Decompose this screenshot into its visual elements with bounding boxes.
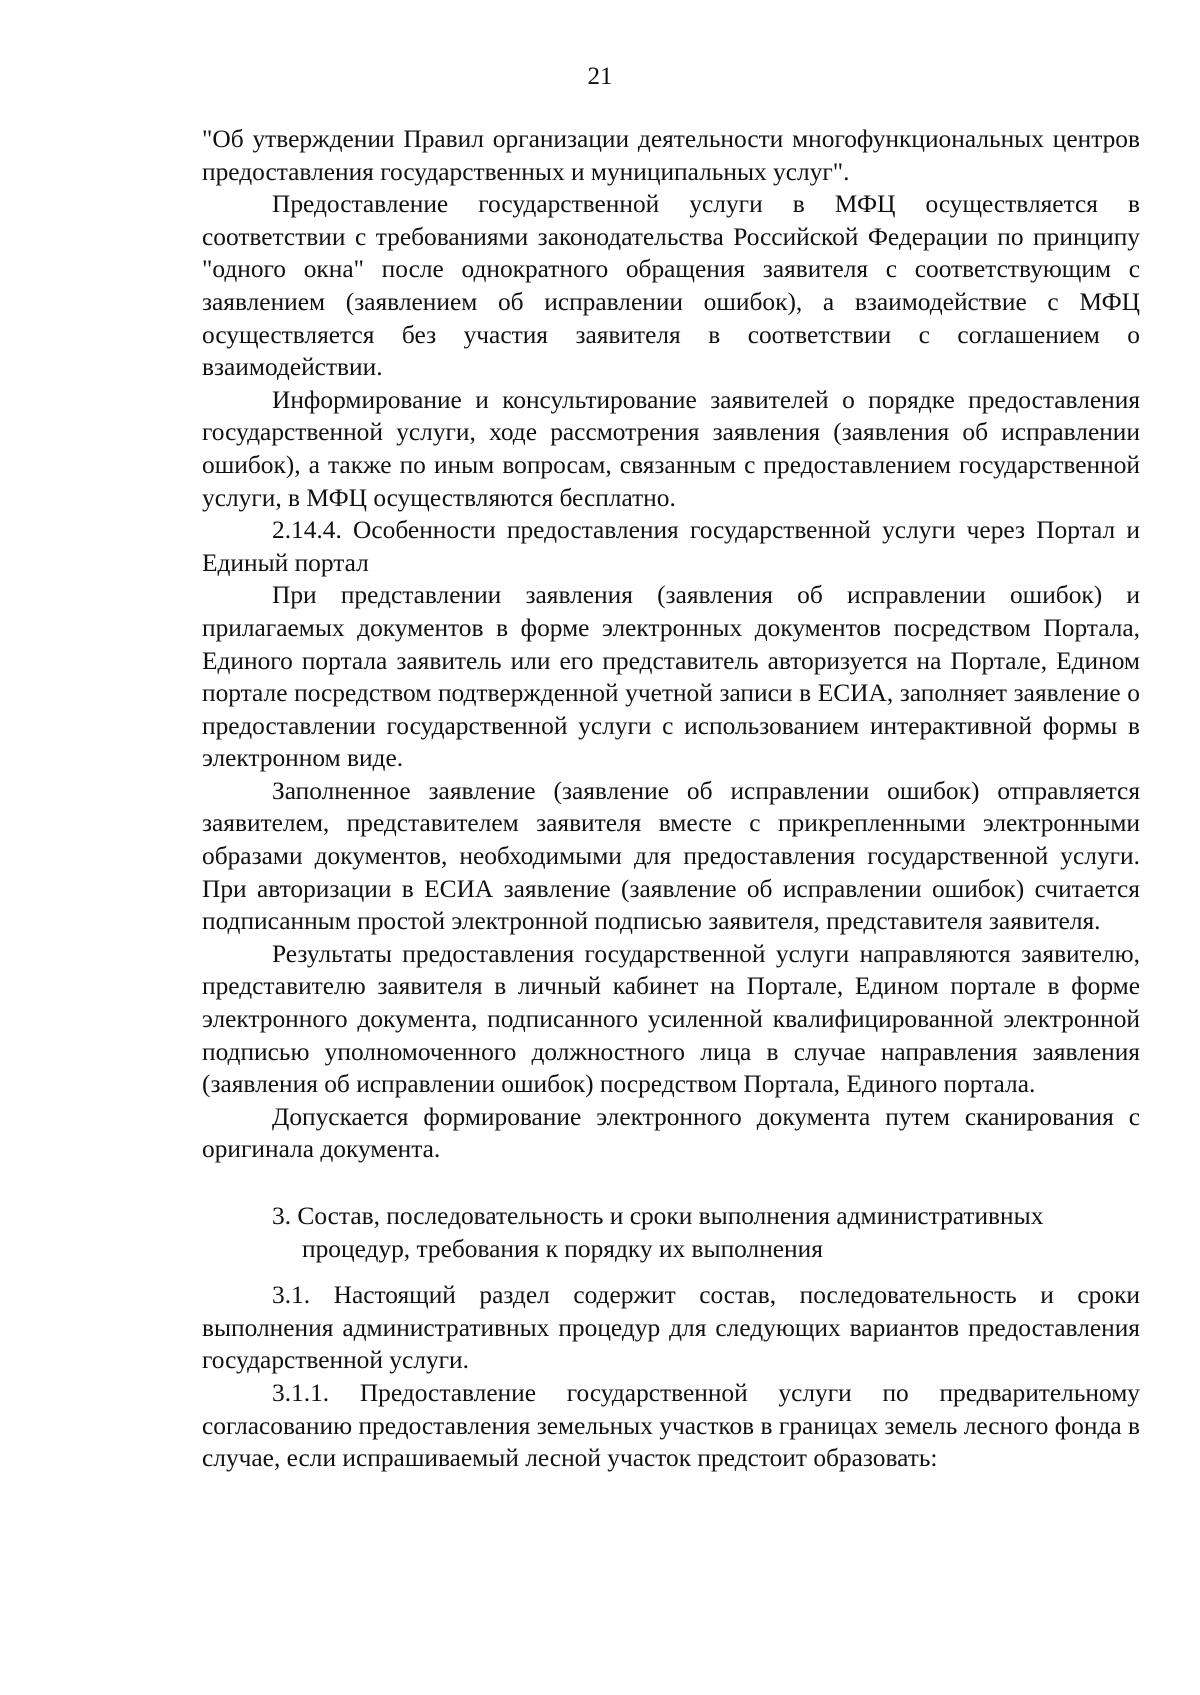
paragraph-scanning-allowed: Допускается формирование электронного документа путем сканирования с оригинала документа. — [202, 1102, 1140, 1164]
paragraph-section-3-1-1: 3.1.1. Предоставление государственной услуги по предварительному согласованию предоставления земельных участков в границах земель лесного фонда в случае, если испрашиваемый лесной участок предстоит образовать: — [202, 1378, 1140, 1473]
document-body — [202, 123, 1140, 1475]
page-number: 21 — [587, 63, 613, 90]
paragraph-section-2-14-4: 2.14.4. Особенности предоставления государственной услуги через Портал и Единый портал — [202, 516, 1140, 577]
paragraph-section-3-1: 3.1. Настоящий раздел содержит состав, последовательность и сроки выполнения административных процедур для следующих вариантов предоставления государственной услуги. — [202, 1281, 1140, 1375]
section-3-heading-line2: процедур, требования к порядку их выполнения — [302, 1234, 823, 1263]
paragraph-portal-authorization: При представлении заявления (заявления об исправлении ошибок) и прилагаемых документов в форме электронных документов посредством Портала, Единого портала заявитель или его представитель авторизуется на Портале, Едином портале посредством подтвержденной учетной записи в ЕСИА, заполняет заявление о предоставлении государственной услуги с использованием интерактивной формы в электронном виде. — [202, 581, 1140, 773]
section-3-heading — [202, 1200, 1140, 1265]
paragraph-filled-application: Заполненное заявление (заявление об исправлении ошибок) отправляется заявителем, представителем заявителя вместе с прикрепленными электронными образами документов, необходимыми для предоставления государственной услуги. При авторизации в ЕСИА заявление (заявление об исправлении ошибок) считается подписанным простой электронной подписью заявителя, представителя заявителя. — [202, 776, 1140, 936]
paragraph-service-results: Результаты предоставления государственной услуги направляются заявителю, представителю заявителя в личный кабинет на Портале, Едином портале в форме электронного документа, подписанного усиленной квалифицированной электронной подписью уполномоченного должностного лица в случае направления заявления (заявления об исправлении ошибок) посредством Портала, Единого портала. — [202, 939, 1140, 1099]
paragraph-mfc-informing: Информирование и консультирование заявителей о порядке предоставления государственной услуги, ходе рассмотрения заявления (заявления об исправлении ошибок), а также по иным вопросам, связанным с предоставлением государственной услуги, в МФЦ осуществляются бесплатно. — [202, 385, 1140, 512]
paragraph-mfc-one-window: Предоставление государственной услуги в МФЦ осуществляется в соответствии с требованиями законодательства Российской Федерации по принципу "одного окна" после однократного обращения заявителя с соответствующим с заявлением (заявлением об исправлении ошибок), а взаимодействие с МФЦ осуществляется без участия заявителя в соответствии с соглашением о взаимодействии. — [202, 190, 1140, 382]
paragraph-law-title-continuation: "Об утверждении Правил организации деятельности многофункциональных центров предоставления государственных и муниципальных услуг". — [202, 125, 1140, 186]
section-3-heading-line1: 3. Состав, последовательность и сроки выполнения административных — [272, 1202, 1044, 1230]
